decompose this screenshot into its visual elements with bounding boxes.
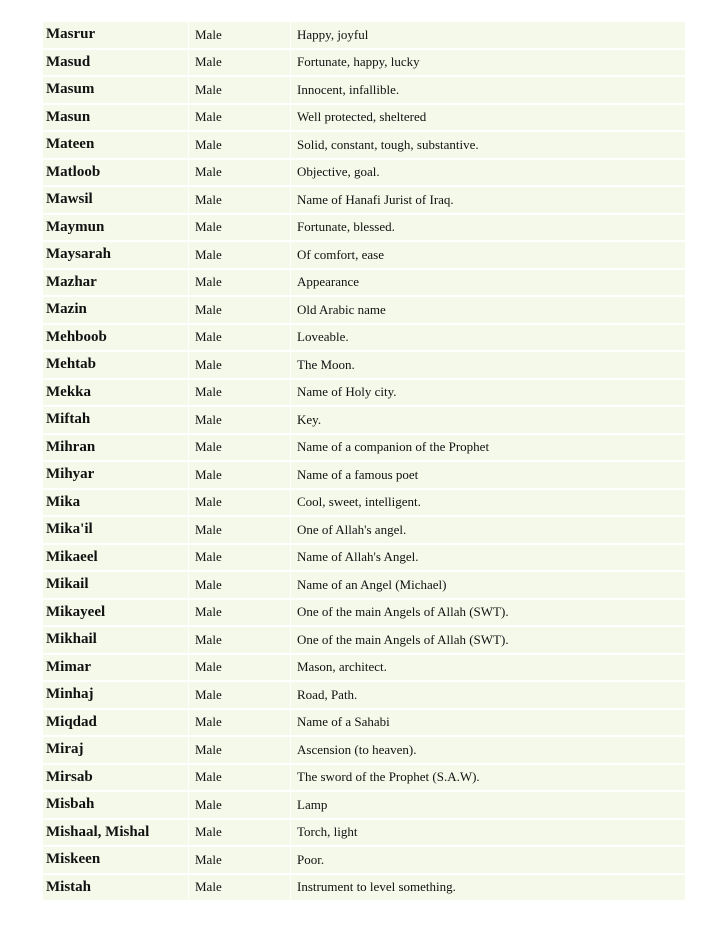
gender-cell: Male xyxy=(189,626,291,654)
name-cell: Mihyar xyxy=(43,461,189,489)
meaning-cell: Innocent, infallible. xyxy=(291,76,685,104)
gender-cell: Male xyxy=(189,461,291,489)
gender-cell: Male xyxy=(189,846,291,874)
table-row xyxy=(43,241,685,269)
table-row xyxy=(43,544,685,572)
name-cell: Mekka xyxy=(43,379,189,407)
meaning-cell: Torch, light xyxy=(291,819,685,847)
meaning-cell: Mason, architect. xyxy=(291,654,685,682)
meaning-cell: Fortunate, blessed. xyxy=(291,214,685,242)
name-cell: Miqdad xyxy=(43,709,189,737)
gender-cell: Male xyxy=(189,654,291,682)
name-cell: Mistah xyxy=(43,874,189,902)
gender-cell: Male xyxy=(189,874,291,902)
meaning-cell: Name of Allah's Angel. xyxy=(291,544,685,572)
name-cell: Mihran xyxy=(43,434,189,462)
name-cell: Mimar xyxy=(43,654,189,682)
name-cell: Mikail xyxy=(43,571,189,599)
gender-cell: Male xyxy=(189,379,291,407)
meaning-cell: Name of a famous poet xyxy=(291,461,685,489)
meaning-cell: Name of Holy city. xyxy=(291,379,685,407)
table-row xyxy=(43,681,685,709)
meaning-cell: The sword of the Prophet (S.A.W). xyxy=(291,764,685,792)
table-row xyxy=(43,131,685,159)
name-cell: Mazin xyxy=(43,296,189,324)
meaning-cell: One of the main Angels of Allah (SWT). xyxy=(291,626,685,654)
gender-cell: Male xyxy=(189,241,291,269)
gender-cell: Male xyxy=(189,434,291,462)
gender-cell: Male xyxy=(189,131,291,159)
name-cell: Mika xyxy=(43,489,189,517)
table-row xyxy=(43,654,685,682)
table-row xyxy=(43,351,685,379)
name-cell: Miftah xyxy=(43,406,189,434)
meaning-cell: Solid, constant, tough, substantive. xyxy=(291,131,685,159)
name-cell: Masun xyxy=(43,104,189,132)
table-row xyxy=(43,379,685,407)
gender-cell: Male xyxy=(189,21,291,49)
table-row xyxy=(43,709,685,737)
table-row xyxy=(43,214,685,242)
gender-cell: Male xyxy=(189,736,291,764)
gender-cell: Male xyxy=(189,681,291,709)
gender-cell: Male xyxy=(189,599,291,627)
gender-cell: Male xyxy=(189,214,291,242)
gender-cell: Male xyxy=(189,186,291,214)
meaning-cell: One of Allah's angel. xyxy=(291,516,685,544)
meaning-cell: Key. xyxy=(291,406,685,434)
gender-cell: Male xyxy=(189,49,291,77)
name-cell: Miraj xyxy=(43,736,189,764)
name-cell: Maysarah xyxy=(43,241,189,269)
name-cell: Mehtab xyxy=(43,351,189,379)
table-row xyxy=(43,819,685,847)
name-cell: Mirsab xyxy=(43,764,189,792)
meaning-cell: Cool, sweet, intelligent. xyxy=(291,489,685,517)
table-row xyxy=(43,434,685,462)
name-cell: Matloob xyxy=(43,159,189,187)
gender-cell: Male xyxy=(189,544,291,572)
table-row xyxy=(43,626,685,654)
meaning-cell: Of comfort, ease xyxy=(291,241,685,269)
meaning-cell: Old Arabic name xyxy=(291,296,685,324)
meaning-cell: Name of a Sahabi xyxy=(291,709,685,737)
table-row xyxy=(43,571,685,599)
name-cell: Masrur xyxy=(43,21,189,49)
name-cell: Miskeen xyxy=(43,846,189,874)
gender-cell: Male xyxy=(189,571,291,599)
name-cell: Mateen xyxy=(43,131,189,159)
gender-cell: Male xyxy=(189,406,291,434)
meaning-cell: Appearance xyxy=(291,269,685,297)
meaning-cell: Well protected, sheltered xyxy=(291,104,685,132)
table-row xyxy=(43,49,685,77)
table-row xyxy=(43,846,685,874)
gender-cell: Male xyxy=(189,351,291,379)
table-row xyxy=(43,874,685,902)
name-cell: Mehboob xyxy=(43,324,189,352)
name-cell: Misbah xyxy=(43,791,189,819)
name-cell: Mika'il xyxy=(43,516,189,544)
table-row xyxy=(43,104,685,132)
gender-cell: Male xyxy=(189,764,291,792)
meaning-cell: Name of Hanafi Jurist of Iraq. xyxy=(291,186,685,214)
table-row xyxy=(43,296,685,324)
name-cell: Mikaeel xyxy=(43,544,189,572)
meaning-cell: Name of an Angel (Michael) xyxy=(291,571,685,599)
name-cell: Mikhail xyxy=(43,626,189,654)
name-cell: Mawsil xyxy=(43,186,189,214)
gender-cell: Male xyxy=(189,76,291,104)
name-cell: Mikayeel xyxy=(43,599,189,627)
table-row xyxy=(43,791,685,819)
meaning-cell: Lamp xyxy=(291,791,685,819)
table-row xyxy=(43,516,685,544)
name-cell: Masud xyxy=(43,49,189,77)
table-row xyxy=(43,764,685,792)
gender-cell: Male xyxy=(189,516,291,544)
gender-cell: Male xyxy=(189,819,291,847)
meaning-cell: Instrument to level something. xyxy=(291,874,685,902)
meaning-cell: Loveable. xyxy=(291,324,685,352)
table-row xyxy=(43,76,685,104)
gender-cell: Male xyxy=(189,489,291,517)
meaning-cell: Name of a companion of the Prophet xyxy=(291,434,685,462)
gender-cell: Male xyxy=(189,104,291,132)
name-cell: Mishaal, Mishal xyxy=(43,819,189,847)
table-row xyxy=(43,186,685,214)
table-row xyxy=(43,406,685,434)
meaning-cell: Objective, goal. xyxy=(291,159,685,187)
gender-cell: Male xyxy=(189,269,291,297)
table-row xyxy=(43,489,685,517)
table-row xyxy=(43,461,685,489)
meaning-cell: One of the main Angels of Allah (SWT). xyxy=(291,599,685,627)
meaning-cell: Poor. xyxy=(291,846,685,874)
names-table xyxy=(43,21,685,901)
name-cell: Masum xyxy=(43,76,189,104)
meaning-cell: Happy, joyful xyxy=(291,21,685,49)
name-cell: Minhaj xyxy=(43,681,189,709)
names-table-body xyxy=(43,21,685,901)
table-row xyxy=(43,599,685,627)
gender-cell: Male xyxy=(189,159,291,187)
gender-cell: Male xyxy=(189,709,291,737)
table-row xyxy=(43,159,685,187)
name-cell: Maymun xyxy=(43,214,189,242)
gender-cell: Male xyxy=(189,791,291,819)
table-row xyxy=(43,324,685,352)
meaning-cell: The Moon. xyxy=(291,351,685,379)
meaning-cell: Fortunate, happy, lucky xyxy=(291,49,685,77)
table-row xyxy=(43,736,685,764)
table-row xyxy=(43,269,685,297)
gender-cell: Male xyxy=(189,324,291,352)
meaning-cell: Road, Path. xyxy=(291,681,685,709)
table-row xyxy=(43,21,685,49)
meaning-cell: Ascension (to heaven). xyxy=(291,736,685,764)
gender-cell: Male xyxy=(189,296,291,324)
name-cell: Mazhar xyxy=(43,269,189,297)
